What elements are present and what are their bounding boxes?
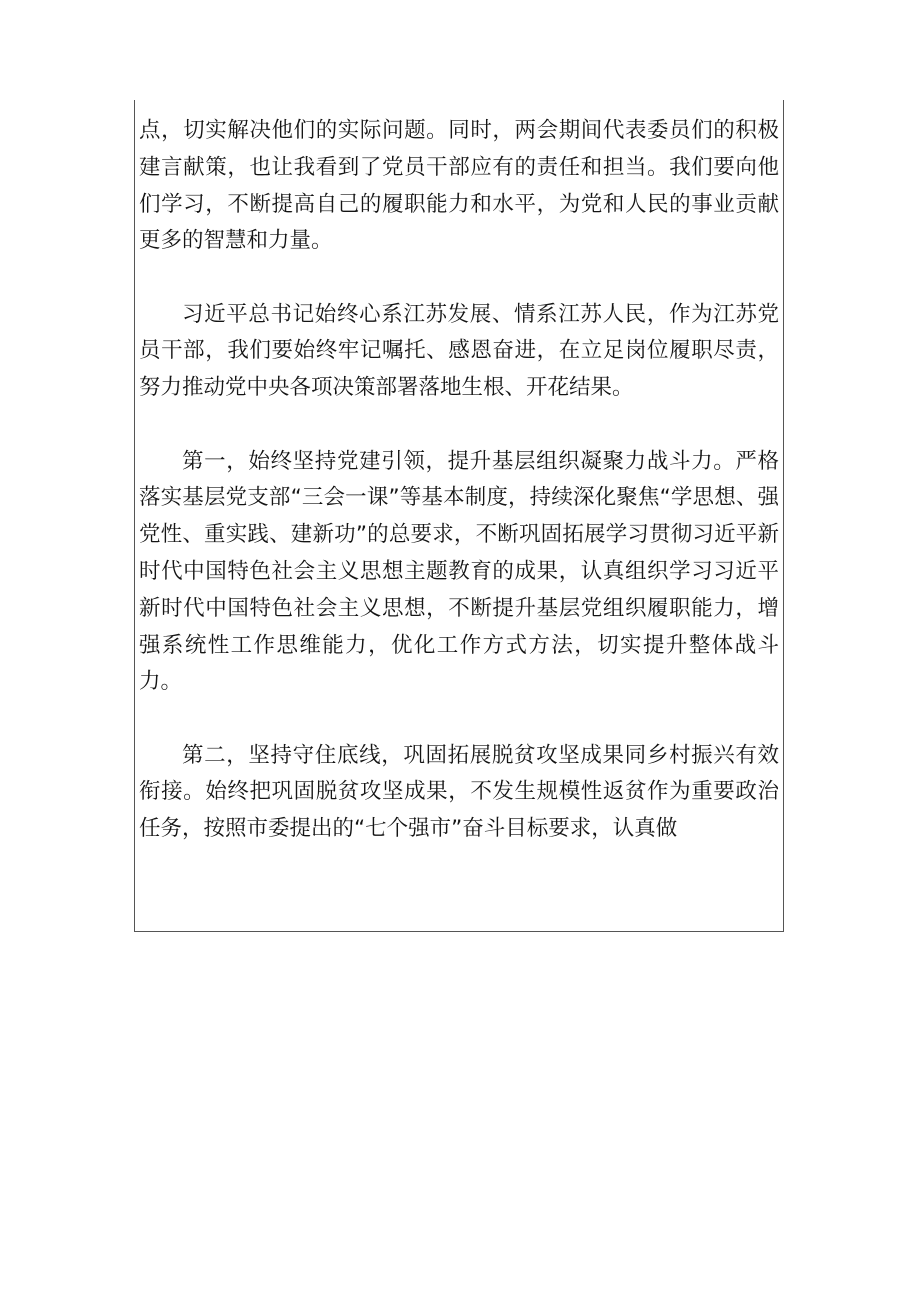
document-body: [139, 113, 779, 848]
paragraph-3: 第一，始终坚持党建引领，提升基层组织凝聚力战斗力。严格落实基层党支部“三会一课”等基本制度，持续深化聚焦“学思想、强党性、重实践、建新功”的总要求，不断巩固拓展学习贯彻习近平新时代中国特色社会主义思想主题教育的成果，认真组织学习习近平新时代中国特色社会主义思想，不断提升基层党组织履职能力，增强系统性工作思维能力，优化工作方式方法，切实提升整体战斗力。: [139, 448, 779, 695]
document-frame: [134, 100, 784, 932]
paragraph-4: 第二，坚持守住底线，巩固拓展脱贫攻坚成果同乡村振兴有效衔接。始终把巩固脱贫攻坚成果，不发生规模性返贫作为重要政治任务，按照市委提出的“七个强市”奋斗目标要求，认真做: [139, 742, 779, 842]
paragraph-2: 习近平总书记始终心系江苏发展、情系江苏人民，作为江苏党员干部，我们要始终牢记嘱托、感恩奋进，在立足岗位履职尽责，努力推动党中央各项决策部署落地生根、开花结果。: [139, 301, 779, 401]
paragraph-1: 点，切实解决他们的实际问题。同时，两会期间代表委员们的积极建言献策，也让我看到了党员干部应有的责任和担当。我们要向他们学习，不断提高自己的履职能力和水平，为党和人民的事业贡献更多的智慧和力量。: [139, 118, 779, 254]
